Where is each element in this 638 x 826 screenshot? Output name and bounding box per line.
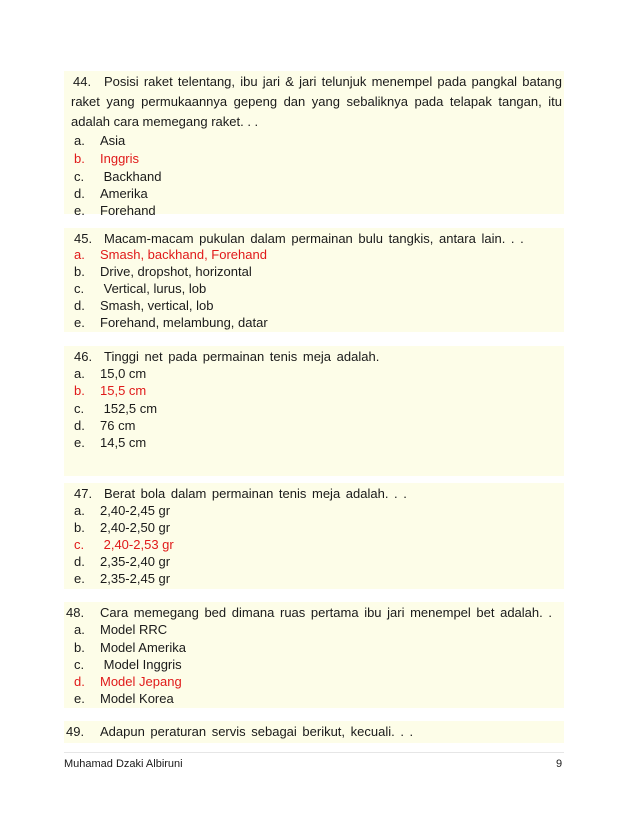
- question-stem-line: Adapun peraturan servis sebagai berikut, kecuali. . .: [100, 724, 414, 739]
- option-text: Backhand: [100, 169, 162, 184]
- footer-author: Muhamad Dzaki Albiruni: [64, 758, 183, 770]
- option-letter: e.: [74, 203, 85, 218]
- option-text: Vertical, lurus, lob: [100, 281, 207, 296]
- option-text: 15,0 cm: [100, 366, 147, 381]
- question-stem-line: Cara memegang bed dimana ruas pertama ibu jari menempel bet adalah. .: [100, 605, 552, 620]
- option-text: 14,5 cm: [100, 435, 147, 450]
- option-text: 2,40-2,53 gr: [100, 537, 174, 552]
- option-letter: b.: [74, 151, 85, 166]
- question-44: [64, 71, 564, 218]
- question-number: 45.: [74, 231, 93, 246]
- question-49: [64, 721, 564, 743]
- question-48: [64, 602, 564, 708]
- option-letter: b.: [74, 264, 85, 279]
- option-letter: d.: [74, 554, 85, 569]
- option-letter: d.: [74, 186, 85, 201]
- option-text: 2,40-2,45 gr: [100, 503, 171, 518]
- option-letter: d.: [74, 418, 85, 433]
- option-text: Smash, backhand, Forehand: [100, 247, 267, 262]
- question-stem-line: Posisi raket telentang, ibu jari & jari telunjuk menempel pada pangkal batang: [104, 74, 562, 89]
- option-letter: b.: [74, 383, 85, 398]
- option-letter: b.: [74, 520, 85, 535]
- option-letter: a.: [74, 247, 85, 262]
- option-letter: c.: [74, 169, 85, 184]
- option-text: Model Amerika: [100, 640, 186, 655]
- question-stem-line: adalah cara memegang raket. . .: [71, 114, 259, 129]
- option-text: Model RRC: [100, 622, 168, 637]
- option-text: Drive, dropshot, horizontal: [100, 264, 252, 279]
- option-letter: a.: [74, 366, 85, 381]
- question-47: [64, 483, 564, 589]
- option-letter: e.: [74, 691, 85, 706]
- option-text: Model Inggris: [100, 657, 182, 672]
- option-letter: e.: [74, 571, 85, 586]
- option-text: Asia: [100, 133, 126, 148]
- option-text: Amerika: [100, 186, 148, 201]
- question-46: [64, 346, 564, 476]
- option-letter: c.: [74, 401, 85, 416]
- option-text: 76 cm: [100, 418, 136, 433]
- option-text: 2,40-2,50 gr: [100, 520, 171, 535]
- question-number: 47.: [74, 486, 93, 501]
- question-stem-line: raket yang permukaannya gepeng dan yang sebaliknya pada telapak tangan, itu: [71, 94, 562, 109]
- option-text: Model Jepang: [100, 674, 182, 689]
- option-letter: a.: [74, 133, 85, 148]
- option-letter: a.: [74, 622, 85, 637]
- option-letter: c.: [74, 537, 85, 552]
- option-letter: a.: [74, 503, 85, 518]
- option-text: Inggris: [100, 151, 140, 166]
- option-letter: b.: [74, 640, 85, 655]
- option-letter: d.: [74, 298, 85, 313]
- question-45: [64, 228, 564, 332]
- option-letter: e.: [74, 315, 85, 330]
- option-text: 152,5 cm: [100, 401, 158, 416]
- page-number: 9: [556, 758, 563, 770]
- question-stem-line: Berat bola dalam permainan tenis meja adalah. . .: [104, 486, 407, 501]
- option-text: Model Korea: [100, 691, 174, 706]
- question-number: 49.: [66, 724, 85, 739]
- question-number: 44.: [73, 74, 92, 89]
- question-number: 48.: [66, 605, 85, 620]
- question-stem-line: Tinggi net pada permainan tenis meja adalah.: [104, 349, 380, 364]
- option-text: 2,35-2,45 gr: [100, 571, 171, 586]
- footer-divider: [64, 752, 564, 753]
- option-text: Forehand, melambung, datar: [100, 315, 268, 330]
- option-text: Forehand: [100, 203, 156, 218]
- option-letter: e.: [74, 435, 85, 450]
- option-text: 15,5 cm: [100, 383, 147, 398]
- question-stem-line: Macam-macam pukulan dalam permainan bulu tangkis, antara lain. . .: [104, 231, 524, 246]
- option-letter: c.: [74, 657, 85, 672]
- option-text: 2,35-2,40 gr: [100, 554, 171, 569]
- option-letter: d.: [74, 674, 85, 689]
- question-number: 46.: [74, 349, 93, 364]
- option-text: Smash, vertical, lob: [100, 298, 214, 313]
- option-letter: c.: [74, 281, 85, 296]
